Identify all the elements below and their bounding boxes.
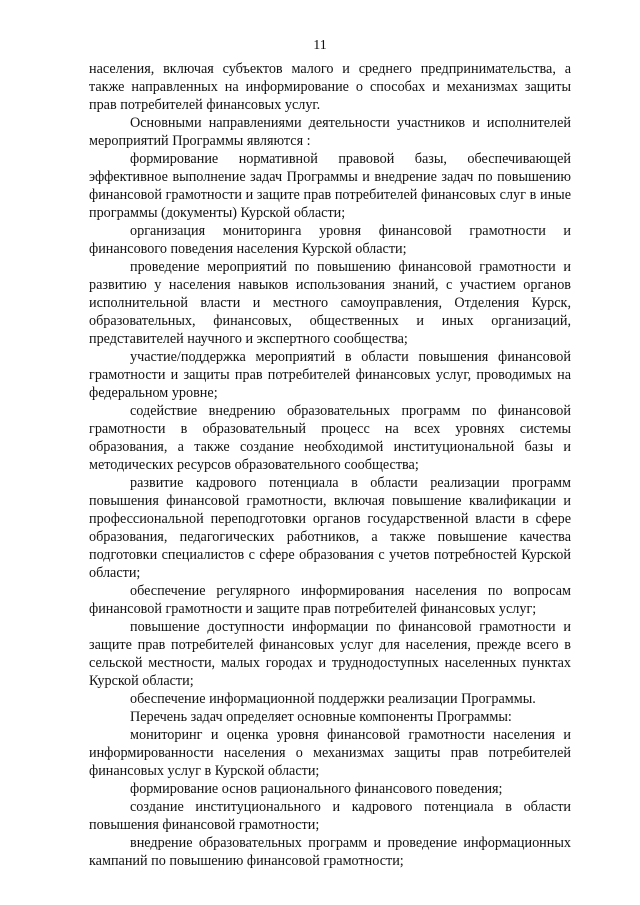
list-item-events: проведение мероприятий по повышению финансовой грамотности и развитию у населения навыков использования знаний, с участием органов исполнительной власти и местного самоуправления, Отделения Курск, образовательных, финансовых, общественных и иных организаций, представителей научного и экспертного сообщества; <box>89 259 571 347</box>
list-item-assessment: мониторинг и оценка уровня финансовой грамотности населения и информированности населения о механизмах защиты прав потребителей финансовых услуг в Курской области; <box>89 727 571 779</box>
page-number: 11 <box>313 38 327 53</box>
list-item-accessibility: повышение доступности информации по финансовой грамотности и защите прав потребителей финансовых услуг для населения, прежде всего в сельской местности, малых городах и труднодоступных населенных пунктах Курской области; <box>89 619 571 689</box>
list-item-federal-support: участие/поддержка мероприятий в области повышения финансовой грамотности и защиты прав потребителей финансовых услуг, проводимых на федеральном уровне; <box>89 349 571 401</box>
list-item-education-programs: содействие внедрению образовательных программ по финансовой грамотности в образовательный процесс на всех уровнях системы образования, а также создание необходимой институциональной базы и методических ресурсов образовательного сообщества; <box>89 403 571 473</box>
paragraph-intro-continuation: населения, включая субъектов малого и среднего предпринимательства, а также направленных на информирование о способах и механизмах защиты прав потребителей финансовых услуг. <box>89 61 571 113</box>
list-item-institutional-capacity: создание институционального и кадрового потенциала в области повышения финансовой грамотности; <box>89 799 571 833</box>
list-item-regulatory-base: формирование нормативной правовой базы, обеспечивающей эффективное выполнение задач Программы и внедрение задач по повышению финансовой грамотности и защите прав потребителей финансовых слуг в иные программы (документы) Курской области; <box>89 151 571 221</box>
document-body <box>89 60 571 870</box>
list-item-campaigns: внедрение образовательных программ и проведение информационных кампаний по повышению финансовой грамотности; <box>89 835 571 869</box>
paragraph-main-directions: Основными направлениями деятельности участников и исполнителей мероприятий Программы являются : <box>89 115 571 149</box>
list-item-staff-development: развитие кадрового потенциала в области реализации программ повышения финансовой грамотности, включая повышение квалификации и профессиональной переподготовки органов государственной власти в сфере образования, педагогических работников, а также повышение качества подготовки специалистов с сфере образования с учетов потребностей Курской области; <box>89 475 571 581</box>
list-item-rational-behavior: формирование основ рационального финансового поведения; <box>130 781 503 797</box>
list-item-info-support: обеспечение информационной поддержки реализации Программы. <box>130 691 536 707</box>
paragraph-task-list-intro: Перечень задач определяет основные компоненты Программы: <box>130 709 512 725</box>
list-item-regular-informing: обеспечение регулярного информирования населения по вопросам финансовой грамотности и защите прав потребителей финансовых услуг; <box>89 583 571 617</box>
list-item-monitoring: организация мониторинга уровня финансовой грамотности и финансового поведения населения Курской области; <box>89 223 571 257</box>
